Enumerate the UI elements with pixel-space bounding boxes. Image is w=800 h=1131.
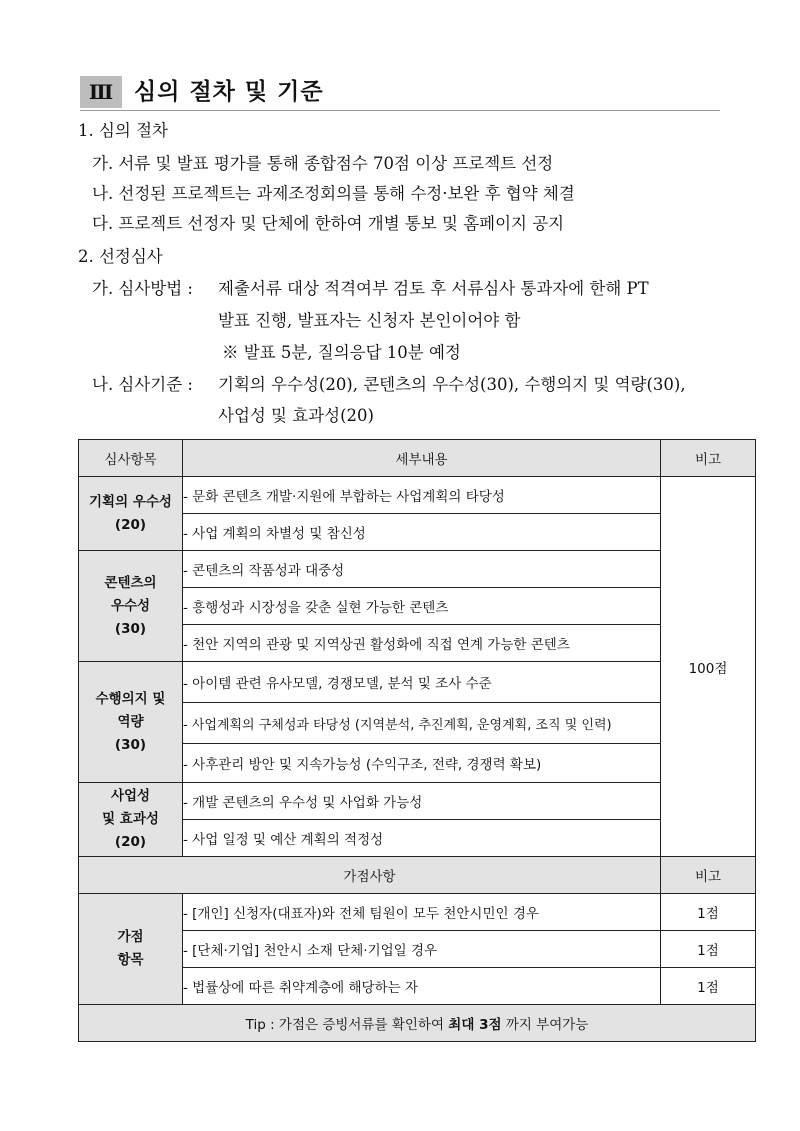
detail-item: - 사업 일정 및 예산 계획의 적정성	[183, 820, 661, 857]
criteria-line: 사업성 및 효과성(20)	[218, 406, 374, 425]
bonus-header: 가점사항	[79, 857, 661, 894]
bonus-points: 1점	[661, 931, 756, 968]
bonus-item: - [단체·기업] 천안시 소재 단체·기업일 경우	[183, 931, 661, 968]
procedure-title: 1. 심의 절차	[78, 121, 168, 140]
section-heading	[80, 76, 720, 111]
method-line: 발표 진행, 발표자는 신청자 본인이어야 함	[218, 311, 521, 330]
detail-item: - 아이템 관련 유사모델, 경쟁모델, 분석 및 조사 수준	[183, 662, 661, 703]
category-content: 콘텐츠의 우수성 (30)	[79, 551, 183, 662]
category-planning: 기획의 우수성 (20)	[79, 477, 183, 551]
bonus-item: - 법률상에 따른 취약계층에 해당하는 자	[183, 968, 661, 1005]
detail-item: - 사업계획의 구체성과 타당성 (지역분석, 추진계획, 운영계획, 조직 및 인력)	[183, 703, 661, 744]
bonus-item: - [개인] 신청자(대표자)와 전체 팀원이 모두 천안시민인 경우	[183, 894, 661, 931]
section-title: 심의 절차 및 기준	[134, 79, 324, 105]
header-details: 세부내용	[183, 440, 661, 477]
criteria-label: 나. 심사기준 :	[92, 375, 193, 394]
criteria-line: 기획의 우수성(20), 콘텐츠의 우수성(30), 수행의지 및 역량(30),	[218, 375, 686, 394]
section-number: Ⅲ	[80, 76, 122, 108]
procedure-item: 다. 프로젝트 선정자 및 단체에 한하여 개별 통보 및 홈페이지 공지	[92, 214, 565, 233]
detail-item: - 개발 콘텐츠의 우수성 및 사업화 가능성	[183, 783, 661, 820]
detail-item: - 콘텐츠의 작품성과 대중성	[183, 551, 661, 588]
detail-item: - 천안 지역의 관광 및 지역상권 활성화에 직접 연계 가능한 콘텐츠	[183, 625, 661, 662]
selection-title: 2. 선정심사	[78, 247, 163, 266]
tip-note: Tip : 가점은 증빙서류를 확인하여 최대 3점 까지 부여가능	[79, 1005, 756, 1042]
bonus-points: 1점	[661, 968, 756, 1005]
procedure-item: 나. 선정된 프로젝트는 과제조정회의를 통해 수정·보완 후 협약 체결	[92, 184, 575, 203]
evaluation-table	[78, 439, 756, 1042]
bonus-category: 가점 항목	[79, 894, 183, 1005]
header-note: 비고	[661, 440, 756, 477]
detail-item: - 사업 계획의 차별성 및 참신성	[183, 514, 661, 551]
header-category: 심사항목	[79, 440, 183, 477]
bonus-points: 1점	[661, 894, 756, 931]
category-execution: 수행의지 및 역량 (30)	[79, 662, 183, 783]
method-note: ※ 발표 5분, 질의응답 10분 예정	[222, 343, 461, 362]
detail-item: - 문화 콘텐츠 개발·지원에 부합하는 사업계획의 타당성	[183, 477, 661, 514]
method-line: 제출서류 대상 적격여부 검토 후 서류심사 통과자에 한해 PT	[218, 279, 649, 298]
bonus-note-header: 비고	[661, 857, 756, 894]
category-business: 사업성 및 효과성 (20)	[79, 783, 183, 857]
detail-item: - 흥행성과 시장성을 갖춘 실현 가능한 콘텐츠	[183, 588, 661, 625]
procedure-item: 가. 서류 및 발표 평가를 통해 종합점수 70점 이상 프로젝트 선정	[92, 154, 554, 173]
detail-item: - 사후관리 방안 및 지속가능성 (수익구조, 전략, 경쟁력 확보)	[183, 744, 661, 783]
total-score: 100점	[661, 477, 756, 857]
method-label: 가. 심사방법 :	[92, 279, 193, 298]
